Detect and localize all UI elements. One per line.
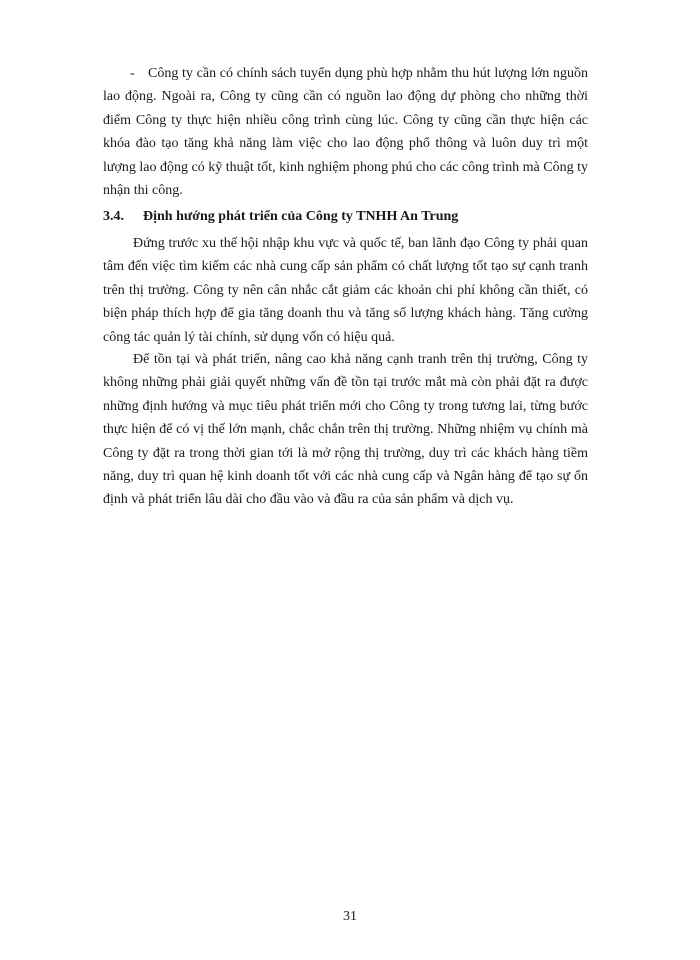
section-heading: [103, 205, 588, 228]
paragraph-2: Để tồn tại và phát triển, nâng cao khả năng cạnh tranh trên thị trường, Công ty không những phải giải quyết những vấn đề tồn tại trước mắt mà còn phải đặt ra được những định hướng và mục tiêu phát triển mới cho Công ty trong tương lai, từng bước thực hiện để có vị thế lớn mạnh, chắc chắn trên thị trường. Những nhiệm vụ chính mà Công ty đặt ra trong thời gian tới là mở rộng thị trường, duy trì các khách hàng tiềm năng, duy trì quan hệ kinh doanh tốt với các nhà cung cấp và Ngân hàng để tạo sự ổn định và phát triển lâu dài cho đầu vào và đầu ra của sản phẩm và dịch vụ.: [103, 352, 588, 508]
section-number: 3.4.: [103, 209, 124, 224]
bullet-marker: -: [130, 66, 135, 81]
page-number: 31: [343, 909, 357, 924]
section-title: Định hướng phát triển của Công ty TNHH An Trung: [143, 209, 459, 224]
bullet-text: Công ty cần có chính sách tuyển dụng phù hợp nhằm thu hút lượng lớn nguồn lao động. Ngoài ra, Công ty cũng cần có nguồn lao động dự phòng cho những thời điểm Công ty thực hiện nhiều công trình cùng lúc. Công ty cũng cần thực hiện các khóa đào tạo tăng khả năng làm việc cho lao động phổ thông và luôn duy trì một lượng lao động có kỹ thuật tốt, kinh nghiệm phong phú cho các công trình mà Công ty nhận thi công.: [103, 66, 588, 199]
bullet-paragraph: [103, 62, 588, 202]
paragraph-1: Đứng trước xu thế hội nhập khu vực và quốc tế, ban lãnh đạo Công ty phải quan tâm đến việc tìm kiếm các nhà cung cấp sản phẩm có chất lượng tốt tạo sự cạnh tranh trên thị trường. Công ty nên cân nhắc cắt giảm các khoản chi phí không cần thiết, có biện pháp thích hợp để gia tăng doanh thu và tăng số lượng khách hàng. Tăng cường công tác quản lý tài chính, sử dụng vốn có hiệu quả.: [103, 236, 588, 345]
